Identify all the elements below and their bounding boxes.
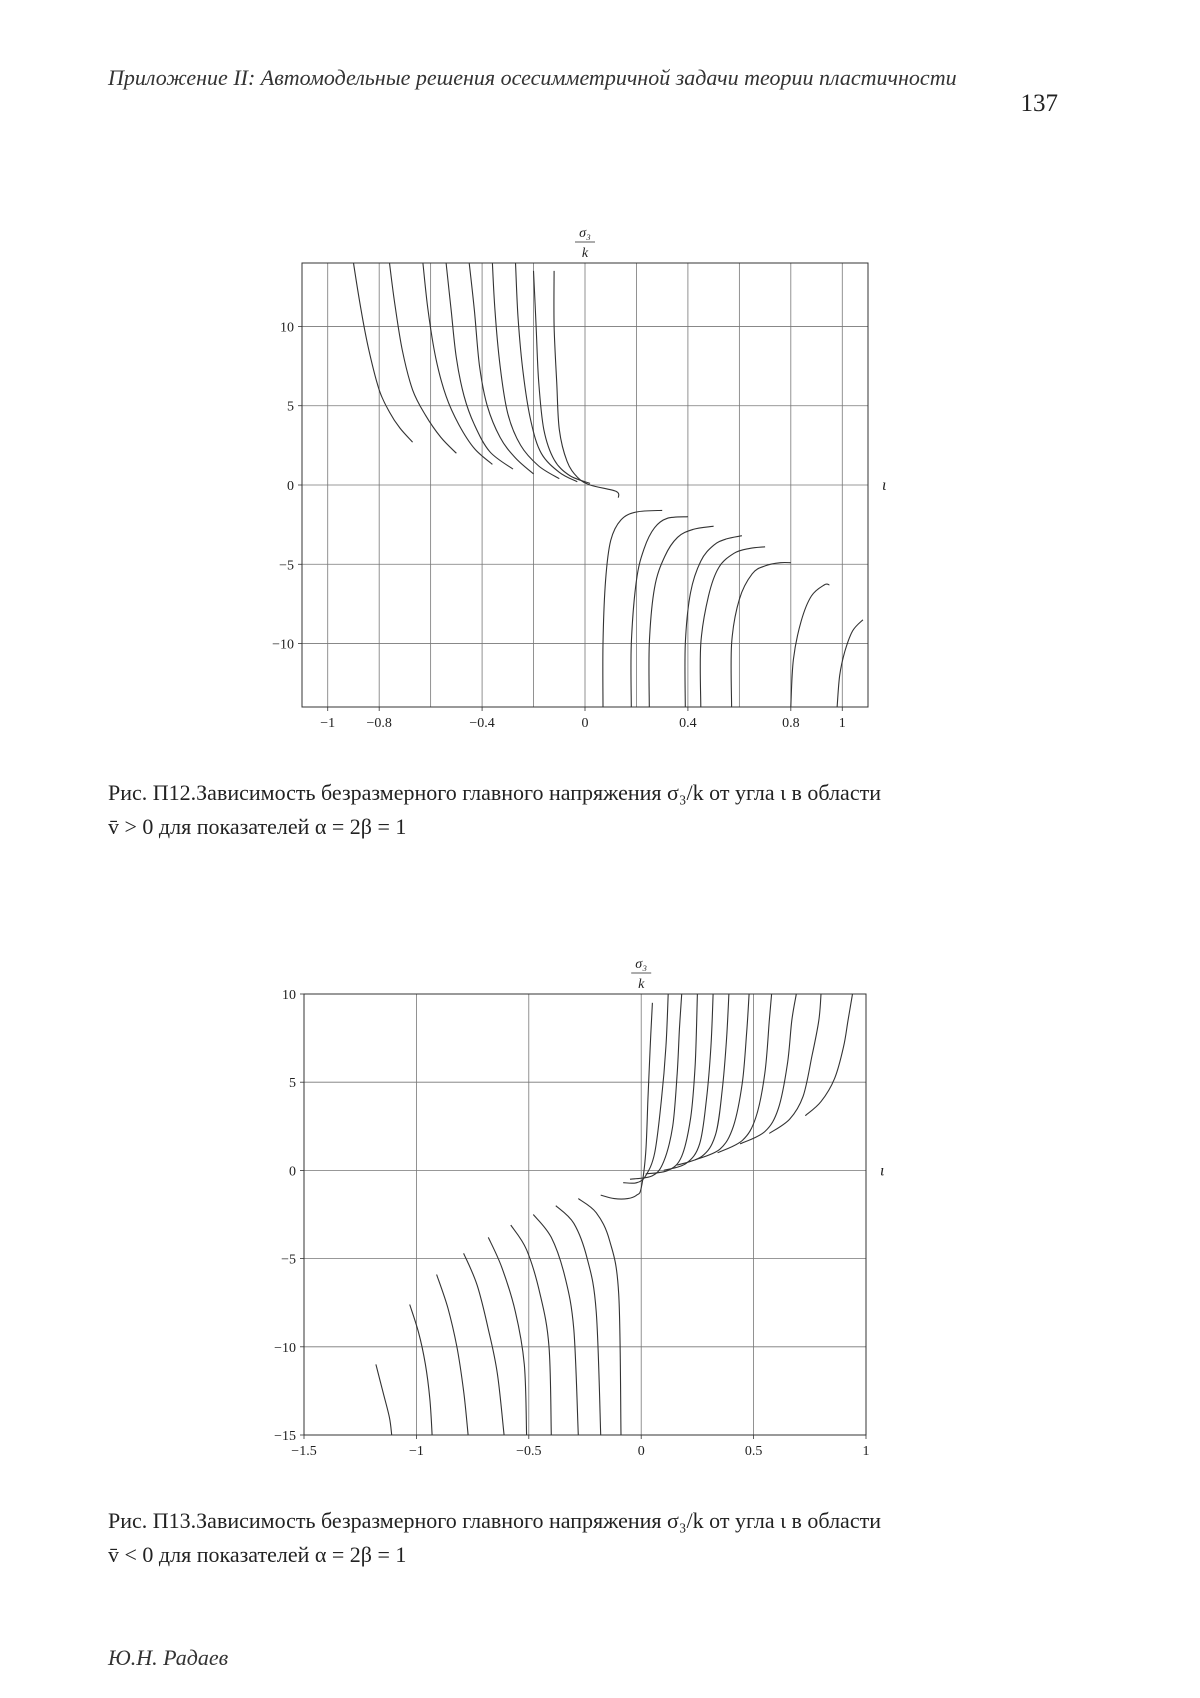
- chart1-ytick-label: 10: [280, 320, 294, 336]
- chart2-ytick-label: −10: [274, 1340, 296, 1356]
- chart1-series-5-line: [469, 263, 533, 474]
- chart2-grid: [304, 994, 866, 1435]
- figure-p12-caption-line1: Рис. П12.Зависимость безразмерного главного напряжения σ₃/k от угла ι в области: [108, 780, 881, 805]
- chart2-series-10-line: [601, 1003, 653, 1199]
- chart2-series-15-line: [677, 994, 729, 1165]
- chart1-xtick-label: 0.8: [782, 716, 800, 731]
- figure-p12-chart: [0, 215, 1200, 731]
- chart2-series-8-line: [556, 1206, 601, 1435]
- chart1-series-16-line: [791, 584, 830, 707]
- chart2-curves: [376, 994, 853, 1435]
- chart2-xtick-label: 1: [862, 1444, 870, 1459]
- chart1-xtick-label: 1: [838, 716, 846, 731]
- chart2-ylabel-numerator: σ₃: [635, 957, 648, 972]
- chart2-xtick-label: −1: [408, 1444, 424, 1459]
- chart2-ylabel-denominator: k: [638, 977, 645, 992]
- chart1-grid: [302, 263, 868, 707]
- chart1-series-13-line: [685, 536, 742, 707]
- chart1-ytick-label: 5: [287, 399, 294, 415]
- page-header: [108, 64, 1058, 117]
- chart2-ytick-label: −15: [274, 1429, 296, 1444]
- chart1-ytick-label: 0: [287, 479, 294, 494]
- running-title: Приложение II: Автомодельные решения осесимметричной задачи теории пластичности: [108, 65, 957, 90]
- chart1-series-9-line: [554, 271, 619, 498]
- chart2-series-16-line: [695, 994, 749, 1160]
- chart1-series-15-line: [731, 562, 791, 707]
- chart2-series-6-line: [511, 1225, 552, 1435]
- chart1-ylabel-denominator: k: [581, 246, 589, 261]
- chart1-series-1-line: [354, 263, 413, 442]
- figure-p13-caption: [108, 1504, 1058, 1572]
- chart2-xtick-label: −0.5: [516, 1444, 542, 1459]
- chart2-series-1-line: [376, 1364, 392, 1435]
- chart2-series-5-line: [488, 1237, 526, 1435]
- chart2-xtick-label: 0.5: [744, 1444, 763, 1459]
- page-number: 137: [1020, 90, 1058, 117]
- chart2-series-4-line: [464, 1253, 505, 1435]
- chart2-ytick-label: 10: [282, 988, 296, 1003]
- figure-p13-caption-line2: v̄ < 0 для показателей α = 2β = 1: [108, 1542, 407, 1567]
- page-footer-author: Ю.Н. Радаев: [108, 1645, 229, 1670]
- chart2-plot-frame: [304, 994, 866, 1435]
- figure-p13-caption-line1: Рис. П13.Зависимость безразмерного главного напряжения σ₃/k от угла ι в области: [108, 1508, 881, 1533]
- figure-p13-chart: [0, 945, 1200, 1465]
- chart1-xtick-label: 0.4: [679, 716, 697, 731]
- chart2-ytick-label: 0: [289, 1164, 296, 1180]
- chart1-series-17-line: [837, 620, 863, 707]
- chart1-ytick-label: −10: [272, 637, 294, 653]
- chart2-series-2-line: [410, 1305, 432, 1436]
- chart1-xtick-label: −1: [320, 716, 336, 731]
- chart1-series-2-line: [390, 263, 457, 453]
- chart1-xtick-label: −0.8: [366, 716, 392, 731]
- chart1-series-11-line: [631, 517, 688, 707]
- chart2-xlabel: ι: [880, 1162, 885, 1180]
- chart2-xtick-label: 0: [637, 1444, 645, 1459]
- chart1-series-7-line: [516, 263, 578, 482]
- chart2-series-3-line: [437, 1275, 469, 1436]
- chart2-ytick-label: 5: [289, 1076, 296, 1092]
- chart1-ytick-label: −5: [279, 558, 294, 574]
- chart2-series-7-line: [533, 1215, 578, 1436]
- chart1-xtick-label: 0: [581, 716, 589, 731]
- chart2-ytick-label: −5: [281, 1252, 296, 1268]
- chart2-xtick-label: −1.5: [291, 1444, 317, 1459]
- chart1-ylabel-numerator: σ₃: [579, 226, 591, 241]
- chart2-series-13-line: [646, 994, 698, 1174]
- figure-p12-caption-line2: v̄ > 0 для показателей α = 2β = 1: [108, 814, 407, 839]
- chart1-series-10-line: [603, 510, 662, 707]
- chart1-xlabel: ι: [882, 477, 887, 494]
- chart1-series-6-line: [492, 263, 559, 479]
- chart2-series-12-line: [630, 994, 682, 1179]
- figure-p12-caption: [108, 776, 1058, 844]
- chart1-series-8-line: [534, 271, 591, 484]
- chart2-series-17-line: [718, 994, 772, 1153]
- chart1-xtick-label: −0.4: [469, 716, 495, 731]
